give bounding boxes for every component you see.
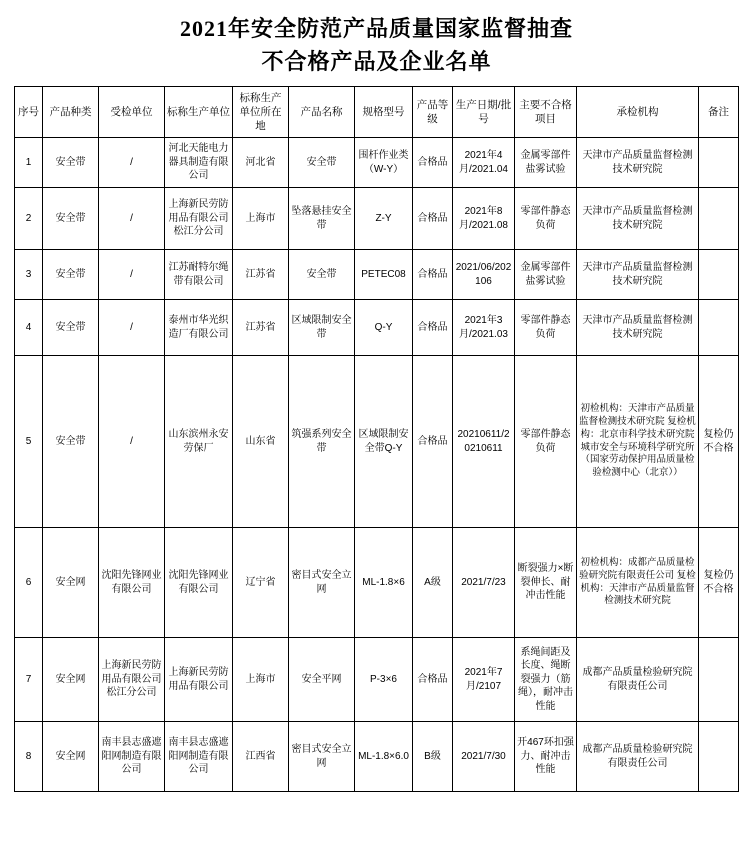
cell-category: 安全带 [43, 250, 99, 300]
cell-product-name: 区域限制安全带 [289, 300, 355, 356]
cell-nominal-producer: 山东滨州永安劳保厂 [165, 356, 233, 528]
cell-category: 安全带 [43, 188, 99, 250]
cell-producer-location: 上海市 [233, 188, 289, 250]
table-row [15, 638, 739, 722]
cell-no: 4 [15, 300, 43, 356]
column-header-failed-items: 主要不合格项目 [515, 87, 577, 138]
cell-inspection-org: 成都产品质量检验研究院有限责任公司 [577, 638, 699, 722]
cell-date-batch: 2021/06/202106 [453, 250, 515, 300]
cell-inspected-unit: 沈阳先锋网业有限公司 [99, 528, 165, 638]
table-row [15, 528, 739, 638]
cell-model: 区域限制安全带Q-Y [355, 356, 413, 528]
cell-product-name: 坠落悬挂安全带 [289, 188, 355, 250]
cell-grade: 合格品 [413, 356, 453, 528]
table-row [15, 250, 739, 300]
cell-date-batch: 2021年7月/2107 [453, 638, 515, 722]
cell-failed-items: 零部件静态负荷 [515, 356, 577, 528]
cell-nominal-producer: 沈阳先锋网业有限公司 [165, 528, 233, 638]
cell-inspection-org: 天津市产品质量监督检测技术研究院 [577, 250, 699, 300]
cell-producer-location: 辽宁省 [233, 528, 289, 638]
table-header-row [15, 87, 739, 138]
cell-inspected-unit: 上海新民劳防用品有限公司松江分公司 [99, 638, 165, 722]
cell-model: ML-1.8×6.0 [355, 722, 413, 792]
cell-remark: 复检仍不合格 [699, 356, 739, 528]
cell-nominal-producer: 上海新民劳防用品有限公司松江分公司 [165, 188, 233, 250]
cell-no: 7 [15, 638, 43, 722]
cell-product-name: 筑强系列安全带 [289, 356, 355, 528]
cell-remark [699, 138, 739, 188]
cell-remark [699, 300, 739, 356]
cell-grade: 合格品 [413, 138, 453, 188]
cell-no: 8 [15, 722, 43, 792]
column-header-inspection-org: 承检机构 [577, 87, 699, 138]
column-header-category: 产品种类 [43, 87, 99, 138]
cell-remark [699, 250, 739, 300]
table-row [15, 188, 739, 250]
cell-category: 安全带 [43, 300, 99, 356]
cell-product-name: 安全带 [289, 250, 355, 300]
cell-model: PETEC08 [355, 250, 413, 300]
cell-model: Q-Y [355, 300, 413, 356]
cell-inspection-org: 天津市产品质量监督检测技术研究院 [577, 138, 699, 188]
cell-inspected-unit: / [99, 138, 165, 188]
page-title-line-1: 2021年安全防范产品质量国家监督抽查 [179, 16, 573, 41]
cell-failed-items: 零部件静态负荷 [515, 188, 577, 250]
cell-category: 安全网 [43, 528, 99, 638]
column-header-nominal-producer: 标称生产单位 [165, 87, 233, 138]
cell-inspected-unit: 南丰县志盛遮阳网制造有限公司 [99, 722, 165, 792]
cell-failed-items: 断裂强力×断裂伸长、耐冲击性能 [515, 528, 577, 638]
cell-inspection-org: 天津市产品质量监督检测技术研究院 [577, 188, 699, 250]
cell-grade: 合格品 [413, 188, 453, 250]
cell-grade: 合格品 [413, 250, 453, 300]
cell-inspected-unit: / [99, 300, 165, 356]
cell-model: ML-1.8×6 [355, 528, 413, 638]
cell-producer-location: 江苏省 [233, 250, 289, 300]
column-header-remark: 备注 [699, 87, 739, 138]
cell-product-name: 密目式安全立网 [289, 722, 355, 792]
page-title-line-2: 不合格产品及企业名单 [261, 49, 492, 74]
column-header-grade: 产品等级 [413, 87, 453, 138]
cell-model: Z-Y [355, 188, 413, 250]
cell-no: 5 [15, 356, 43, 528]
cell-inspection-org: 初检机构：成都产品质量检验研究院有限责任公司 复检机构：天津市产品质量监督检测技术研究院 [577, 528, 699, 638]
cell-inspection-org: 初检机构：天津市产品质量监督检测技术研究院 复检机构：北京市科学技术研究院城市安全与环境科学研究所（国家劳动保护用品质量检验检测中心（北京）） [577, 356, 699, 528]
cell-producer-location: 河北省 [233, 138, 289, 188]
cell-category: 安全网 [43, 638, 99, 722]
cell-date-batch: 20210611/20210611 [453, 356, 515, 528]
cell-date-batch: 2021/7/23 [453, 528, 515, 638]
cell-failed-items: 金属零部件盐雾试验 [515, 250, 577, 300]
cell-nominal-producer: 南丰县志盛遮阳网制造有限公司 [165, 722, 233, 792]
cell-nominal-producer: 河北天能电力器具制造有限公司 [165, 138, 233, 188]
cell-model: P-3×6 [355, 638, 413, 722]
table-row [15, 300, 739, 356]
page-title [0, 0, 753, 86]
cell-inspection-org: 成都产品质量检验研究院有限责任公司 [577, 722, 699, 792]
cell-grade: A级 [413, 528, 453, 638]
cell-date-batch: 2021年8月/2021.08 [453, 188, 515, 250]
cell-remark [699, 722, 739, 792]
cell-remark [699, 188, 739, 250]
cell-category: 安全带 [43, 138, 99, 188]
cell-no: 1 [15, 138, 43, 188]
column-header-product-name: 产品名称 [289, 87, 355, 138]
cell-date-batch: 2021年4月/2021.04 [453, 138, 515, 188]
cell-nominal-producer: 江苏耐特尔绳带有限公司 [165, 250, 233, 300]
cell-producer-location: 江苏省 [233, 300, 289, 356]
cell-no: 3 [15, 250, 43, 300]
cell-grade: 合格品 [413, 638, 453, 722]
table-row [15, 722, 739, 792]
cell-failed-items: 零部件静态负荷 [515, 300, 577, 356]
cell-category: 安全带 [43, 356, 99, 528]
column-header-no: 序号 [15, 87, 43, 138]
cell-inspected-unit: / [99, 250, 165, 300]
cell-producer-location: 江西省 [233, 722, 289, 792]
cell-product-name: 安全带 [289, 138, 355, 188]
cell-no: 2 [15, 188, 43, 250]
cell-category: 安全网 [43, 722, 99, 792]
cell-product-name: 密目式安全立网 [289, 528, 355, 638]
cell-inspected-unit: / [99, 356, 165, 528]
table-row [15, 138, 739, 188]
cell-grade: 合格品 [413, 300, 453, 356]
cell-date-batch: 2021年3月/2021.03 [453, 300, 515, 356]
cell-product-name: 安全平网 [289, 638, 355, 722]
cell-inspected-unit: / [99, 188, 165, 250]
cell-failed-items: 金属零部件盐雾试验 [515, 138, 577, 188]
cell-no: 6 [15, 528, 43, 638]
cell-producer-location: 上海市 [233, 638, 289, 722]
cell-failed-items: 系绳间距及长度、绳断裂强力（筋绳），耐冲击性能 [515, 638, 577, 722]
cell-remark: 复检仍不合格 [699, 528, 739, 638]
cell-failed-items: 开467环扣强力、耐冲击性能 [515, 722, 577, 792]
cell-remark [699, 638, 739, 722]
unqualified-products-table [14, 86, 739, 792]
cell-producer-location: 山东省 [233, 356, 289, 528]
column-header-inspected-unit: 受检单位 [99, 87, 165, 138]
cell-model: 围杆作业类（W-Y） [355, 138, 413, 188]
column-header-date-batch: 生产日期/批号 [453, 87, 515, 138]
cell-nominal-producer: 泰州市华光织造厂有限公司 [165, 300, 233, 356]
cell-date-batch: 2021/7/30 [453, 722, 515, 792]
cell-inspection-org: 天津市产品质量监督检测技术研究院 [577, 300, 699, 356]
table-row [15, 356, 739, 528]
cell-grade: B级 [413, 722, 453, 792]
column-header-model: 规格型号 [355, 87, 413, 138]
cell-nominal-producer: 上海新民劳防用品有限公司 [165, 638, 233, 722]
column-header-producer-location: 标称生产单位所在地 [233, 87, 289, 138]
